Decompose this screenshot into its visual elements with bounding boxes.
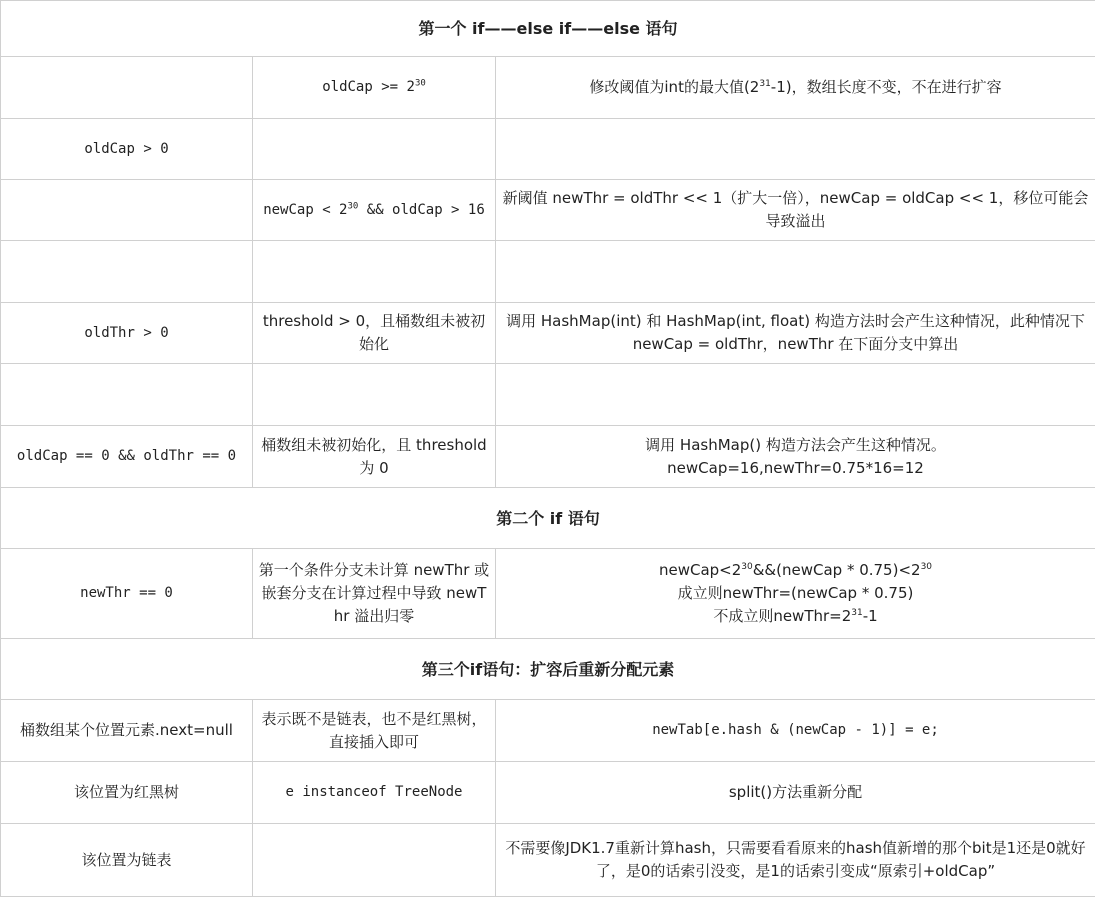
description-cell: $newCap<2^{30}\&\&(newCap * 0.75)<2^{30}$ 成立则newThr=(newCap * 0.75) 不成立则$newThr=2^{31}-1$ [496,549,1095,639]
condition-cell: 该位置为链表 [1,824,253,897]
sub-condition-cell: threshold > 0，且桶数组未被初始化 [253,303,496,364]
sub-condition-cell: 桶数组未被初始化，且 threshold 为 0 [253,426,496,488]
sub-condition-cell [253,824,496,897]
condition-cell: oldCap > 0 [1,119,253,180]
description-cell: newTab[e.hash & (newCap - 1)] = e; [496,700,1095,762]
condition-cell [1,180,253,241]
section3-header: 第三个if语句：扩容后重新分配元素 [1,639,1095,700]
sub-condition-cell [253,241,496,303]
condition-cell: oldThr > 0 [1,303,253,364]
section1-header: 第一个 if——else if——else 语句 [1,1,1095,57]
description-cell [496,364,1095,426]
description-cell [496,241,1095,303]
sub-condition-cell [253,119,496,180]
condition-cell: oldCap == 0 && oldThr == 0 [1,426,253,488]
description-cell: 修改阈值为int的最大值$(2^{31}-1)$，数组长度不变，不在进行扩容 [496,57,1095,119]
description-cell: 调用 HashMap() 构造方法会产生这种情况。 newCap=16,newThr=0.75*16=12 [496,426,1095,488]
description-cell: 新阈值 newThr = oldThr << 1（扩大一倍），newCap = oldCap << 1，移位可能会导致溢出 [496,180,1095,241]
condition-cell: 该位置为红黑树 [1,762,253,824]
section2-header: 第二个 if 语句 [1,488,1095,549]
sub-condition-cell: newCap < $2^{30}$ && oldCap > 16 [253,180,496,241]
condition-cell [1,241,253,303]
description-cell: 调用 HashMap(int) 和 HashMap(int, float) 构造方法时会产生这种情况，此种情况下 newCap = oldThr，newThr 在下面分支中算出 [496,303,1095,364]
condition-cell: newThr == 0 [1,549,253,639]
description-cell [496,119,1095,180]
sub-condition-cell: e instanceof TreeNode [253,762,496,824]
sub-condition-cell: 表示既不是链表，也不是红黑树，直接插入即可 [253,700,496,762]
condition-cell: 桶数组某个位置元素.next=null [1,700,253,762]
description-cell: split()方法重新分配 [496,762,1095,824]
sub-condition-cell: oldCap >= $2^{30}$ [253,57,496,119]
description-cell: 不需要像JDK1.7重新计算hash，只需要看看原来的hash值新增的那个bit是1还是0就好了，是0的话索引没变，是1的话索引变成“原索引+oldCap” [496,824,1095,897]
condition-cell [1,57,253,119]
sub-condition-cell: 第一个条件分支未计算 newThr 或嵌套分支在计算过程中导致 newThr 溢出归零 [253,549,496,639]
condition-cell [1,364,253,426]
sub-condition-cell [253,364,496,426]
